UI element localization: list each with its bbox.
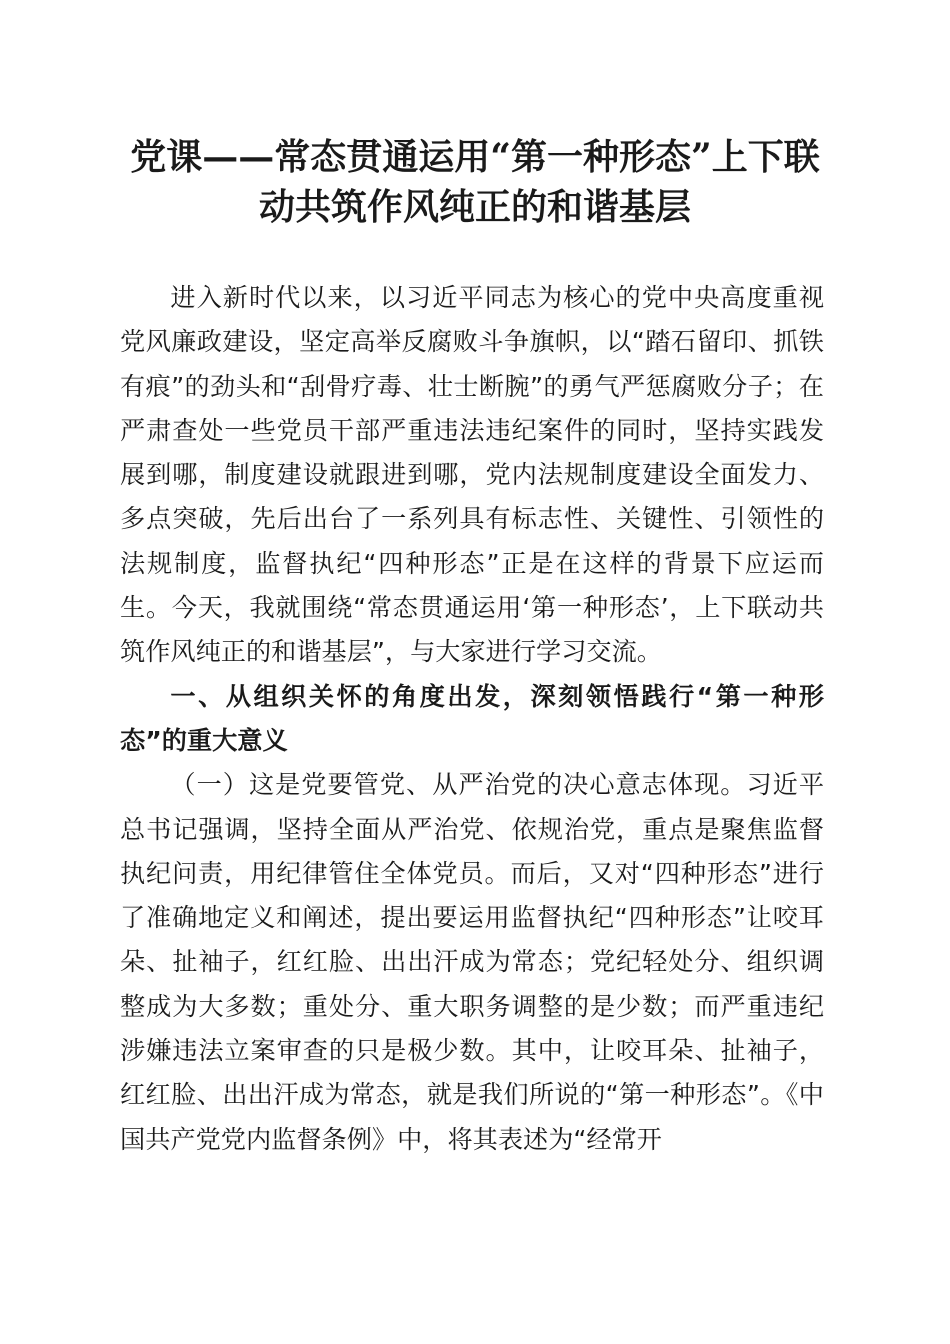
title-line-1: 党课——常态贯通运用“第一种形态”上下联 [130, 136, 820, 178]
title-line-2: 动共筑作风纯正的和谐基层 [258, 186, 691, 228]
document-title [90, 132, 860, 232]
document-body [120, 276, 824, 1162]
intro-paragraph: 进入新时代以来，以习近平同志为核心的党中央高度重视党风廉政建设，坚定高举反腐败斗争旗帜，以“踏石留印、抓铁有痕”的劲头和“刮骨疗毒、壮士断腕”的勇气严惩腐败分子；在严肃查处一些党员干部严重违法违纪案件的同时，坚持实践发展到哪，制度建设就跟进到哪，党内法规制度建设全面发力、多点突破，先后出台了一系列具有标志性、关键性、引领性的法规制度，监督执纪“四种形态”正是在这样的背景下应运而生。今天，我就围绕“常态贯通运用‘第一种形态’，上下联动共筑作风纯正的和谐基层”，与大家进行学习交流。 [120, 283, 824, 667]
section-1-heading: 一、从组织关怀的角度出发，深刻领悟践行“第一种形态”的重大意义 [120, 681, 824, 755]
section-1-paragraph-1: （一）这是党要管党、从严治党的决心意志体现。习近平总书记强调，坚持全面从严治党、依规治党，重点是聚焦监督执纪问责，用纪律管住全体党员。而后，又对“四种形态”进行了准确地定义和阐述，提出要运用监督执纪“四种形态”让咬耳朵、扯袖子，红红脸、出出汗成为常态；党纪轻处分、组织调整成为大多数；重处分、重大职务调整的是少数；而严重违纪涉嫌违法立案审查的只是极少数。其中，让咬耳朵、扯袖子，红红脸、出出汗成为常态，就是我们所说的“第一种形态”。《中国共产党党内监督条例》中，将其表述为“经常开 [120, 770, 824, 1154]
